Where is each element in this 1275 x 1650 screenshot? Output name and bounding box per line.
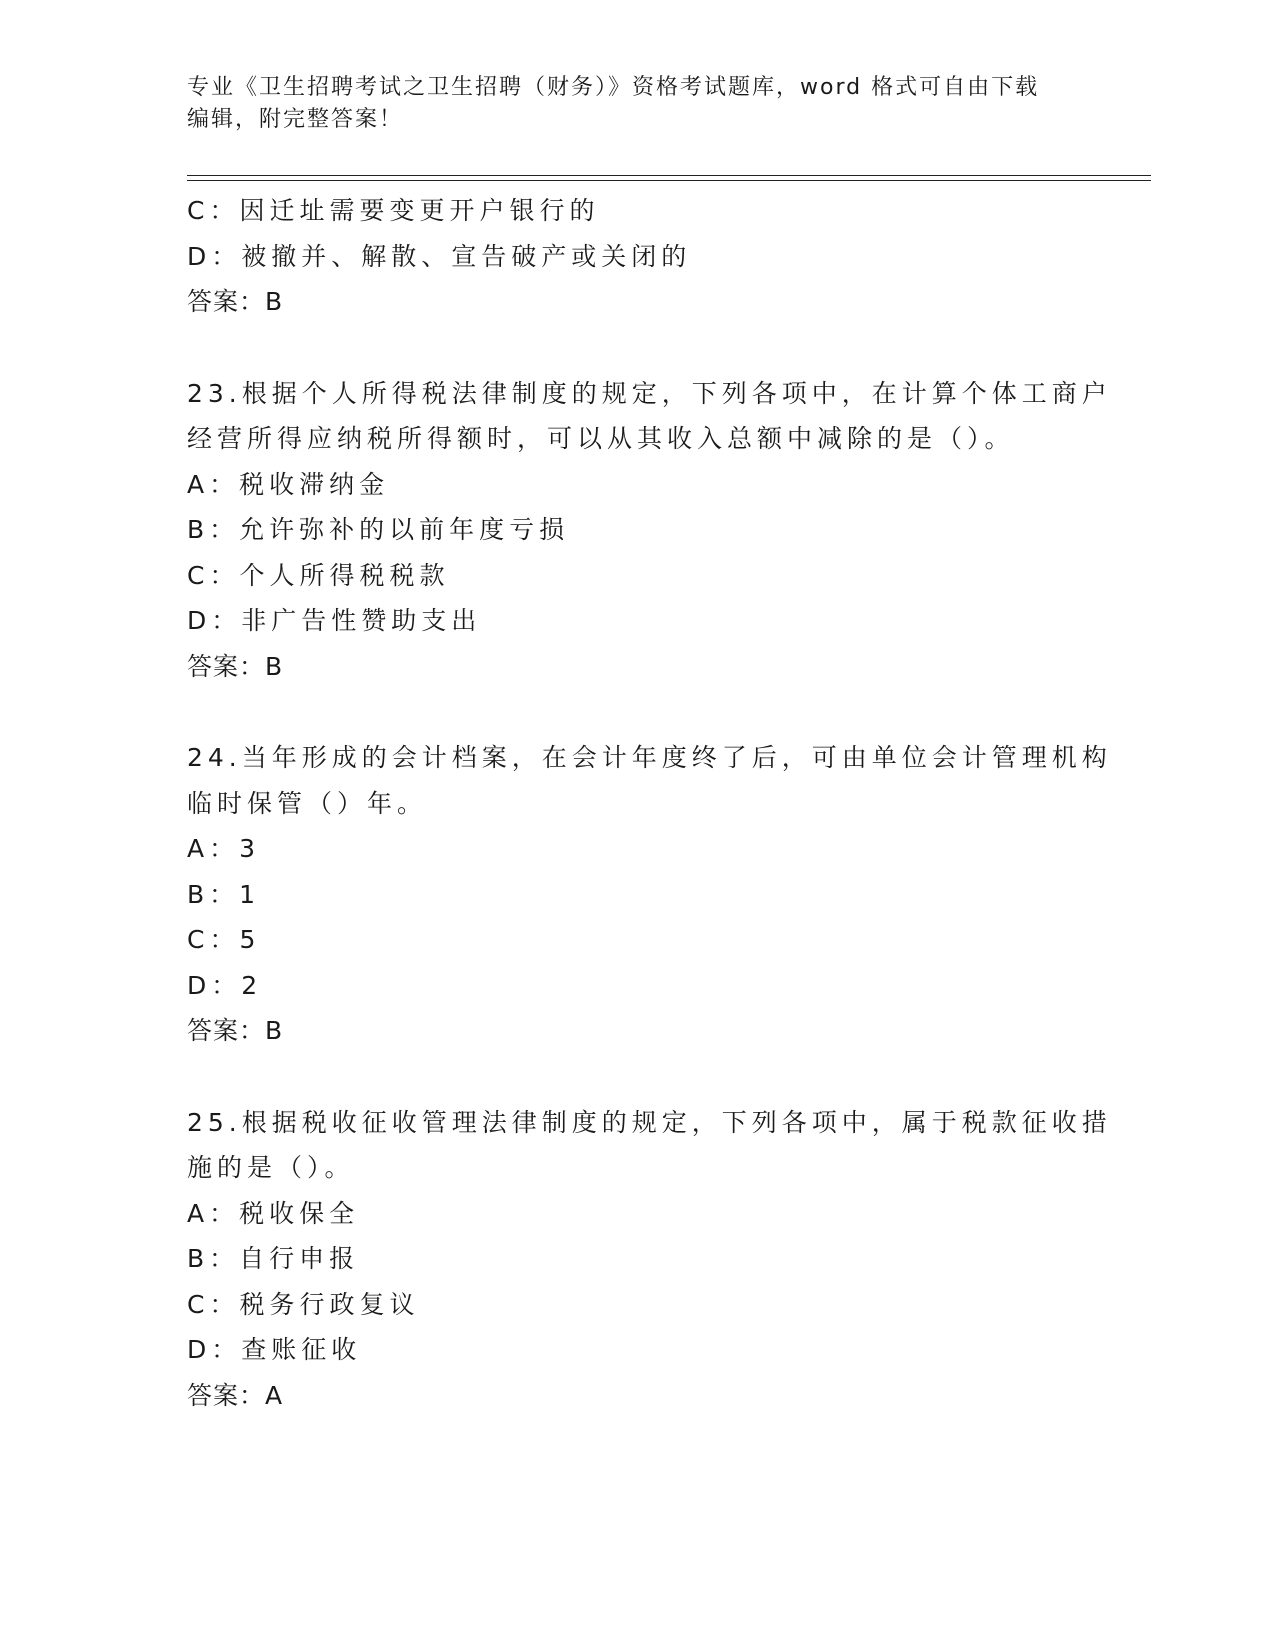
option-b: B：1	[187, 879, 261, 909]
question-list	[187, 188, 1112, 1418]
option-c: C：税务行政复议	[187, 1289, 420, 1319]
option-c: C：5	[187, 925, 261, 954]
option-d: D：非广告性赞助支出	[187, 606, 482, 635]
answer: 答案：A	[187, 1380, 284, 1410]
question-23	[187, 371, 1112, 690]
answer: 答案：B	[187, 1016, 284, 1045]
option-c: C：个人所得税税款	[187, 560, 450, 590]
option-a: A：税收保全	[187, 1198, 360, 1228]
document-header	[187, 72, 1087, 136]
option-b: B：自行申报	[187, 1244, 360, 1273]
option-c: C：因迁址需要变更开户银行的	[187, 196, 600, 225]
question-stem-line: 经营所得应纳税所得额时，可以从其收入总额中减除的是（）。	[187, 424, 1015, 453]
question-stem-line: 23.根据个人所得税法律制度的规定，下列各项中，在计算个体工商户	[187, 378, 1112, 408]
option-b: B：允许弥补的以前年度亏损	[187, 515, 570, 544]
question-24	[187, 735, 1112, 1054]
option-d: D：2	[187, 970, 263, 1000]
header-line-1: 专业《卫生招聘考试之卫生招聘（财务）》资格考试题库，word 格式可自由下载	[187, 75, 1040, 100]
question-stem-line: 施的是（）。	[187, 1153, 355, 1182]
header-line-2: 编辑，附完整答案！	[187, 107, 404, 132]
option-d: D：被撤并、解散、宣告破产或关闭的	[187, 241, 692, 271]
question-25	[187, 1100, 1112, 1419]
option-a: A：3	[187, 834, 261, 863]
answer: 答案：B	[187, 651, 284, 681]
header-rule-top	[187, 175, 1151, 176]
option-d: D：查账征收	[187, 1335, 362, 1364]
header-rule-bottom	[187, 180, 1151, 181]
question-stem-line: 24.当年形成的会计档案，在会计年度终了后，可由单位会计管理机构	[187, 743, 1112, 772]
previous-question-tail	[187, 188, 1087, 325]
question-stem-line: 临时保管（）年。	[187, 788, 428, 818]
option-a: A：税收滞纳金	[187, 469, 390, 499]
answer: 答案：B	[187, 287, 284, 316]
question-stem-line: 25.根据税收征收管理法律制度的规定，下列各项中，属于税款征收措	[187, 1107, 1112, 1137]
